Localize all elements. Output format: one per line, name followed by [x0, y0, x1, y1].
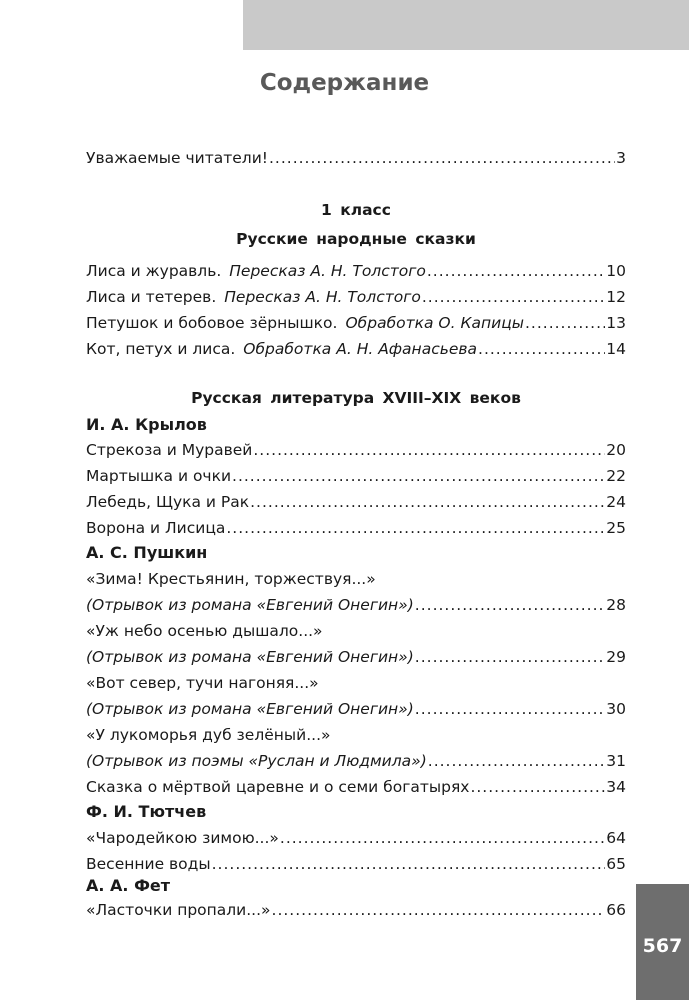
- leader-dots: [415, 592, 605, 618]
- entry-title: Сказка о мёртвой царевне и о семи богатырях: [86, 778, 470, 796]
- entry-title: Лебедь, Щука и Рак: [86, 493, 250, 511]
- toc-entry[interactable]: [86, 258, 626, 284]
- entry-page: 29: [606, 648, 626, 666]
- entry-page: 34: [606, 778, 626, 796]
- toc-entry[interactable]: [86, 825, 626, 851]
- entry-title: Лиса и журавль.: [86, 262, 222, 280]
- leader-dots: [280, 825, 605, 851]
- leader-dots: [232, 463, 605, 489]
- author-heading: И. А. Крылов: [86, 415, 207, 434]
- entry-page: 30: [606, 700, 626, 718]
- entry-title[interactable]: «Вот север, тучи нагоняя...»: [86, 674, 319, 692]
- toc-entry[interactable]: [86, 696, 626, 722]
- entry-note: Обработка О. Капицы: [345, 314, 524, 332]
- toc-entry[interactable]: [86, 774, 626, 800]
- entry-page: 66: [606, 901, 626, 919]
- grade-heading: 1 класс: [321, 201, 391, 219]
- entry-note: Обработка А. Н. Афанасьева: [243, 340, 478, 358]
- leader-dots: [415, 696, 605, 722]
- entry-page: 28: [606, 596, 626, 614]
- entry-page: 64: [606, 829, 626, 847]
- leader-dots: [269, 145, 615, 171]
- toc-entry[interactable]: [86, 284, 626, 310]
- entry-title: Ворона и Лисица: [86, 519, 226, 537]
- entry-page: 14: [606, 340, 626, 358]
- entry-title: Весенние воды: [86, 855, 211, 873]
- toc-entry[interactable]: [86, 644, 626, 670]
- entry-title[interactable]: «У лукоморья дуб зелёный...»: [86, 726, 331, 744]
- entry-page: 3: [616, 149, 626, 167]
- leader-dots: [253, 437, 605, 463]
- entry-title[interactable]: «Уж небо осенью дышало...»: [86, 622, 323, 640]
- entry-page: 20: [606, 441, 626, 459]
- toc-entry[interactable]: [86, 592, 626, 618]
- entry-page: 65: [606, 855, 626, 873]
- entry-title: Уважаемые читатели!: [86, 149, 268, 167]
- entry-title[interactable]: «Зима! Крестьянин, торжествуя...»: [86, 570, 376, 588]
- entry-title: Стрекоза и Муравей: [86, 441, 253, 459]
- entry-page: 13: [606, 314, 626, 332]
- toc-entry[interactable]: [86, 897, 626, 923]
- toc-entry[interactable]: [86, 310, 626, 336]
- author-heading: А. С. Пушкин: [86, 543, 208, 562]
- entry-title: Петушок и бобовое зёрнышко.: [86, 314, 338, 332]
- entry-page: 25: [606, 519, 626, 537]
- header-bar: [243, 0, 689, 50]
- entry-page: 22: [606, 467, 626, 485]
- entry-note: (Отрывок из романа «Евгений Онегин»): [86, 596, 414, 614]
- leader-dots: [226, 515, 605, 541]
- entry-note: (Отрывок из поэмы «Руслан и Людмила»): [86, 752, 427, 770]
- entry-title: Кот, петух и лиса.: [86, 340, 236, 358]
- entry-note: Пересказ А. Н. Толстого: [224, 288, 421, 306]
- page-title: Содержание: [259, 70, 430, 96]
- leader-dots: [422, 284, 605, 310]
- leader-dots: [272, 897, 606, 923]
- toc-entry[interactable]: [86, 463, 626, 489]
- leader-dots: [427, 258, 605, 284]
- entry-title: Лиса и тетерев.: [86, 288, 217, 306]
- toc-entry[interactable]: [86, 437, 626, 463]
- toc-entry[interactable]: [86, 489, 626, 515]
- entry-note: Пересказ А. Н. Толстого: [229, 262, 426, 280]
- toc-entry[interactable]: [86, 145, 626, 171]
- leader-dots: [525, 310, 605, 336]
- entry-title: Мартышка и очки: [86, 467, 232, 485]
- toc-entry[interactable]: [86, 336, 626, 362]
- author-heading: А. А. Фет: [86, 876, 171, 895]
- author-heading: Ф. И. Тютчев: [86, 802, 207, 821]
- entry-title: «Чародейкою зимою...»: [86, 829, 279, 847]
- toc-entry[interactable]: [86, 515, 626, 541]
- section-heading: Русская литература XVIII–XIX веков: [191, 389, 521, 407]
- entry-page: 10: [606, 262, 626, 280]
- entry-note: (Отрывок из романа «Евгений Онегин»): [86, 700, 414, 718]
- entry-page: 12: [606, 288, 626, 306]
- page-number: 567: [642, 935, 683, 957]
- leader-dots: [428, 748, 606, 774]
- entry-page: 24: [606, 493, 626, 511]
- leader-dots: [250, 489, 605, 515]
- leader-dots: [415, 644, 605, 670]
- section-heading: Русские народные сказки: [236, 230, 476, 248]
- entry-page: 31: [606, 752, 626, 770]
- leader-dots: [212, 851, 606, 877]
- toc-entry[interactable]: [86, 748, 626, 774]
- leader-dots: [470, 774, 605, 800]
- entry-title: «Ласточки пропали...»: [86, 901, 271, 919]
- entry-note: (Отрывок из романа «Евгений Онегин»): [86, 648, 414, 666]
- leader-dots: [478, 336, 605, 362]
